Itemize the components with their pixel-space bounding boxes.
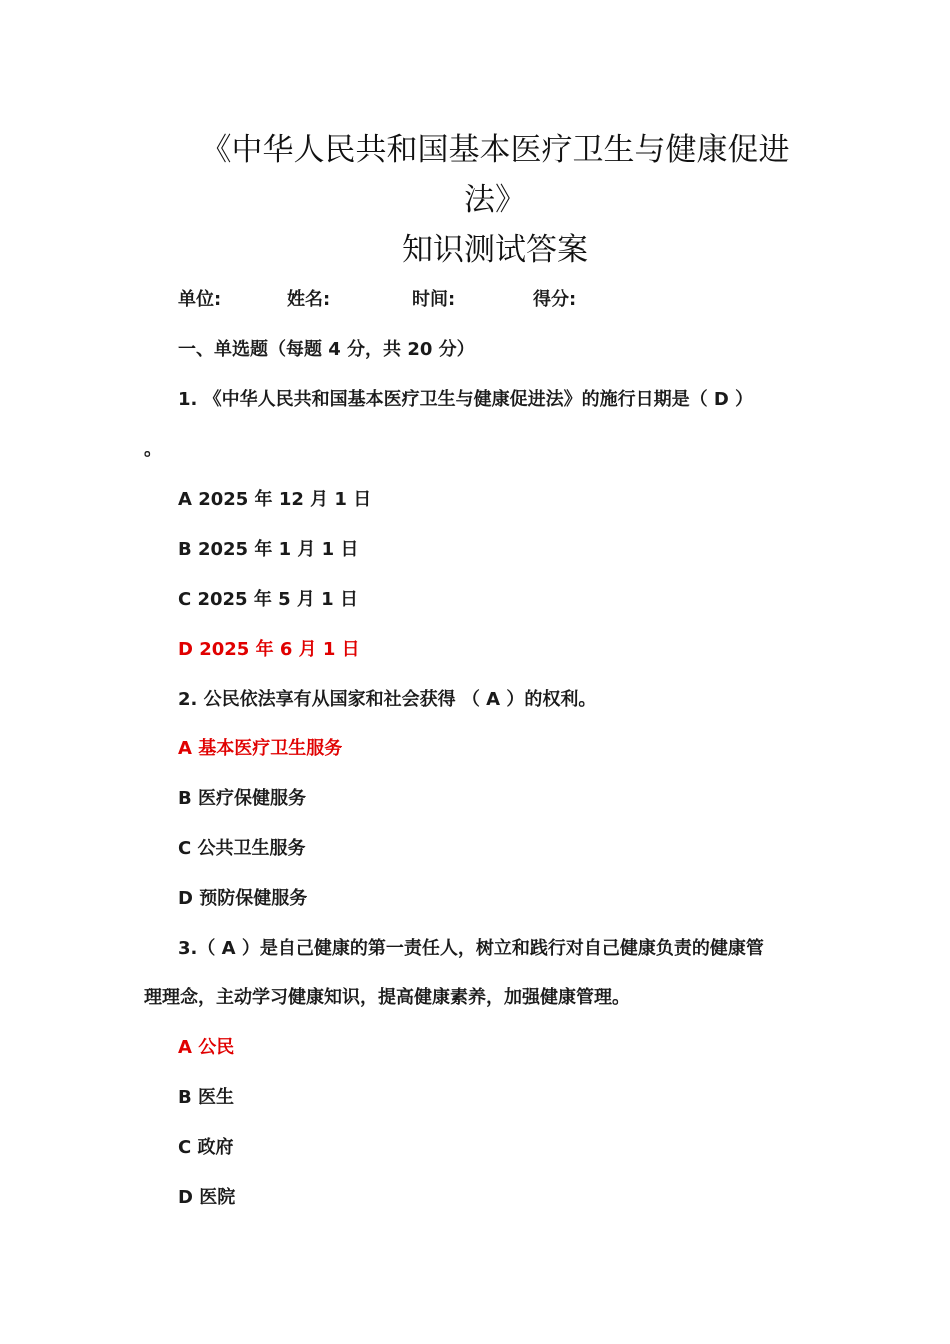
question-3-text: 3.（ A ）是自己健康的第一责任人，树立和践行对自己健康负责的健康管 [178, 938, 764, 959]
info-fields-row [0, 287, 950, 313]
question-1-option-d-answer: D 2025 年 6 月 1 日 [178, 639, 360, 660]
question-1-option-b: B 2025 年 1 月 1 日 [178, 539, 359, 560]
document-title-line-1: 《中华人民共和国基本医疗卫生与健康促进 [200, 132, 790, 168]
question-2-option-d: D 预防保健服务 [178, 888, 308, 909]
question-3-text-cont: 理理念，主动学习健康知识，提高健康素养，加强健康管理。 [144, 987, 630, 1008]
question-3-option-c: C 政府 [178, 1137, 234, 1158]
question-2-text: 2. 公民依法享有从国家和社会获得 （ A ）的权利。 [178, 689, 597, 710]
question-2-option-a-answer: A 基本医疗卫生服务 [178, 738, 343, 759]
question-1-text: 1. 《中华人民共和国基本医疗卫生与健康促进法》的施行日期是（ D ） [178, 389, 754, 410]
question-1-text-cont: 。 [144, 439, 162, 460]
score-label: 得分: [533, 289, 577, 310]
time-label: 时间: [412, 289, 456, 310]
question-2-option-b: B 医疗保健服务 [178, 788, 306, 809]
name-label: 姓名: [287, 289, 331, 310]
document-subtitle: 知识测试答案 [402, 232, 588, 268]
unit-label: 单位: [178, 289, 222, 310]
question-3-option-d: D 医院 [178, 1187, 236, 1208]
question-1-option-a: A 2025 年 12 月 1 日 [178, 489, 372, 510]
question-3-option-a-answer: A 公民 [178, 1037, 235, 1058]
question-3-option-b: B 医生 [178, 1087, 234, 1108]
section-heading: 一、单选题（每题 4 分，共 20 分） [178, 339, 475, 360]
document-title-line-2: 法》 [464, 182, 526, 218]
question-2-option-c: C 公共卫生服务 [178, 838, 306, 859]
question-1-option-c: C 2025 年 5 月 1 日 [178, 589, 358, 610]
